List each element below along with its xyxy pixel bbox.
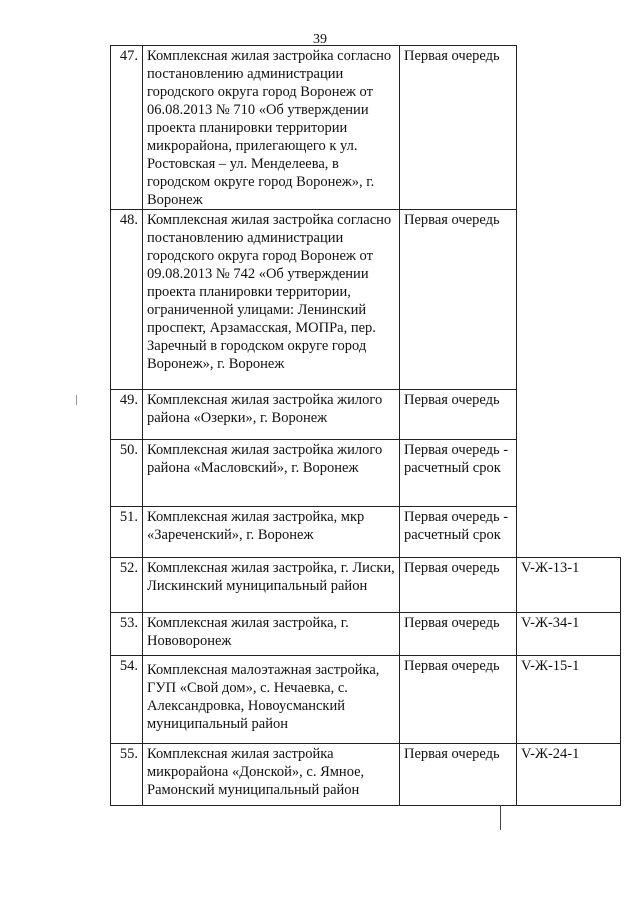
row-phase: Первая очередь [400, 656, 517, 744]
row-code: V-Ж-24-1 [517, 744, 621, 806]
row-description: Комплексная жилая застройка, г. Нововоронеж [143, 613, 400, 656]
row-code [517, 440, 621, 507]
row-description: Комплексная малоэтажная застройка, ГУП «Свой дом», с. Нечаевка, с. Александровка, Новоусманский муниципальный район [143, 656, 400, 744]
table-row [111, 613, 621, 656]
row-description: Комплексная жилая застройка микрорайона «Донской», с. Ямное, Рамонский муниципальный район [143, 744, 400, 806]
row-code: V-Ж-34-1 [517, 613, 621, 656]
row-description: Комплексная жилая застройка согласно постановлению администрации городского округа город Воронеж от 09.08.2013 № 742 «Об утверждении проекта планировки территории, ограниченной улицами: Ленинский проспект, Арзамасская, МОПРа, пер. Заречный в городском округе город Воронеж», г. Воронеж [143, 210, 400, 390]
row-description: Комплексная жилая застройка, мкр «Зареченский», г. Воронеж [143, 507, 400, 558]
row-number: 51. [111, 507, 143, 558]
row-description: Комплексная жилая застройка жилого района «Масловский», г. Воронеж [143, 440, 400, 507]
table-row [111, 744, 621, 806]
table-row [111, 210, 621, 390]
row-description: Комплексная жилая застройка, г. Лиски, Лискинский муниципальный район [143, 558, 400, 613]
row-description: Комплексная жилая застройка жилого района «Озерки», г. Воронеж [143, 390, 400, 440]
table-row [111, 46, 621, 210]
row-number: 55. [111, 744, 143, 806]
row-phase: Первая очередь - расчетный срок [400, 440, 517, 507]
row-code [517, 390, 621, 440]
row-number: 48. [111, 210, 143, 390]
row-code [517, 507, 621, 558]
row-phase: Первая очередь [400, 390, 517, 440]
row-code: V-Ж-13-1 [517, 558, 621, 613]
row-code: V-Ж-15-1 [517, 656, 621, 744]
scan-artifact-line [500, 805, 501, 830]
row-number: 53. [111, 613, 143, 656]
row-number: 54. [111, 656, 143, 744]
row-code [517, 210, 621, 390]
row-phase: Первая очередь - расчетный срок [400, 507, 517, 558]
row-phase: Первая очередь [400, 744, 517, 806]
row-number: 47. [111, 46, 143, 210]
row-description: Комплексная жилая застройка согласно постановлению администрации городского округа город Воронеж от 06.08.2013 № 710 «Об утверждении проекта планировки территории микрорайона, прилегающего к ул. Ростовская – ул. Менделеева, в городском округе город Воронеж», г. Воронеж [143, 46, 400, 210]
row-number: 50. [111, 440, 143, 507]
row-phase: Первая очередь [400, 558, 517, 613]
scan-artifact-mark [76, 395, 77, 405]
row-number: 49. [111, 390, 143, 440]
table-row [111, 390, 621, 440]
table-row [111, 558, 621, 613]
page-number: 39 [313, 32, 327, 47]
row-number: 52. [111, 558, 143, 613]
row-code [517, 46, 621, 210]
table-row [111, 440, 621, 507]
row-phase: Первая очередь [400, 613, 517, 656]
table-row [111, 507, 621, 558]
objects-table [110, 45, 621, 806]
row-phase: Первая очередь [400, 210, 517, 390]
table-row [111, 656, 621, 744]
row-phase: Первая очередь [400, 46, 517, 210]
